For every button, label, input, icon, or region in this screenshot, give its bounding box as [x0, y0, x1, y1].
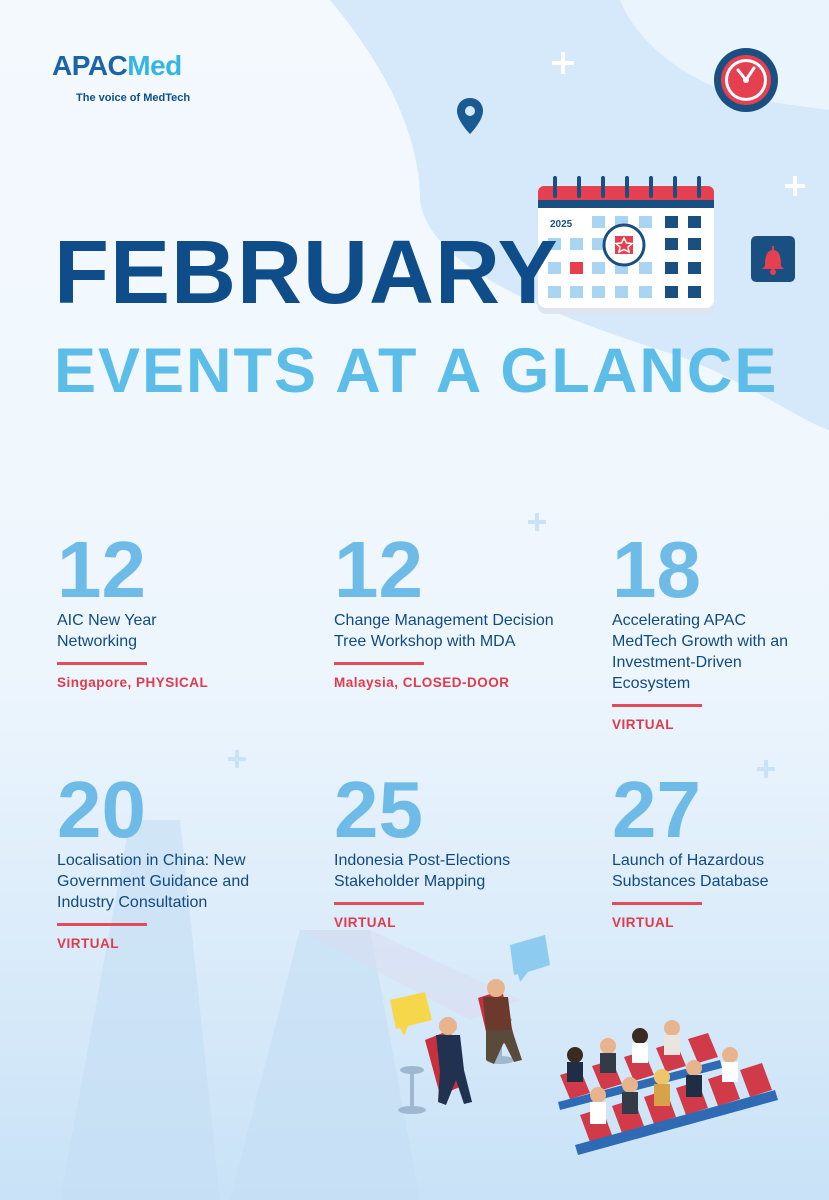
event-item — [57, 765, 297, 951]
event-divider — [57, 662, 147, 665]
event-day: 12 — [334, 525, 423, 614]
logo-med: Med — [127, 50, 182, 81]
event-location: VIRTUAL — [612, 717, 674, 732]
event-name: Indonesia Post-Elections Stakeholder Mapping — [334, 852, 511, 890]
logo-apac: APAC — [52, 50, 128, 81]
event-name: Localisation in China: New Government Guidance and Industry Consultation — [57, 852, 250, 911]
event-divider — [612, 902, 702, 905]
event-name: Accelerating APAC MedTech Growth with an Investment-Driven Ecosystem — [612, 612, 789, 692]
location-pin-icon — [455, 96, 485, 138]
calendar-icon — [536, 172, 716, 317]
speech-bubble-icon — [390, 935, 550, 1036]
calendar-year: 2025 — [550, 219, 573, 230]
event-divider — [612, 704, 702, 707]
event-name: AIC New Year Networking — [57, 612, 157, 650]
event-item — [57, 525, 297, 690]
page-title: FEBRUARY — [54, 223, 559, 323]
event-divider — [334, 902, 424, 905]
event-divider — [57, 923, 147, 926]
event-location: Singapore, PHYSICAL — [57, 675, 209, 690]
event-day: 27 — [612, 765, 701, 854]
event-location: VIRTUAL — [334, 915, 396, 930]
event-location: Malaysia, CLOSED-DOOR — [334, 675, 510, 690]
event-divider — [334, 662, 424, 665]
event-item — [612, 525, 829, 732]
logo-tagline: The voice of MedTech — [76, 92, 191, 104]
bell-icon — [751, 236, 795, 282]
event-day: 20 — [57, 765, 146, 854]
page-subtitle: EVENTS AT A GLANCE — [54, 336, 779, 406]
event-item — [334, 765, 574, 930]
event-day: 12 — [57, 525, 146, 614]
event-location: VIRTUAL — [612, 915, 674, 930]
event-day: 18 — [612, 525, 701, 614]
event-item — [334, 525, 574, 690]
clock-icon — [712, 46, 780, 114]
event-day: 25 — [334, 765, 423, 854]
event-item — [612, 765, 829, 930]
apacmed-logo — [52, 50, 212, 110]
panel-discussion-illustration — [380, 930, 780, 1170]
event-location: VIRTUAL — [57, 936, 119, 951]
event-name: Change Management Decision Tree Workshop with MDA — [334, 612, 554, 650]
event-name: Launch of Hazardous Substances Database — [612, 852, 769, 890]
